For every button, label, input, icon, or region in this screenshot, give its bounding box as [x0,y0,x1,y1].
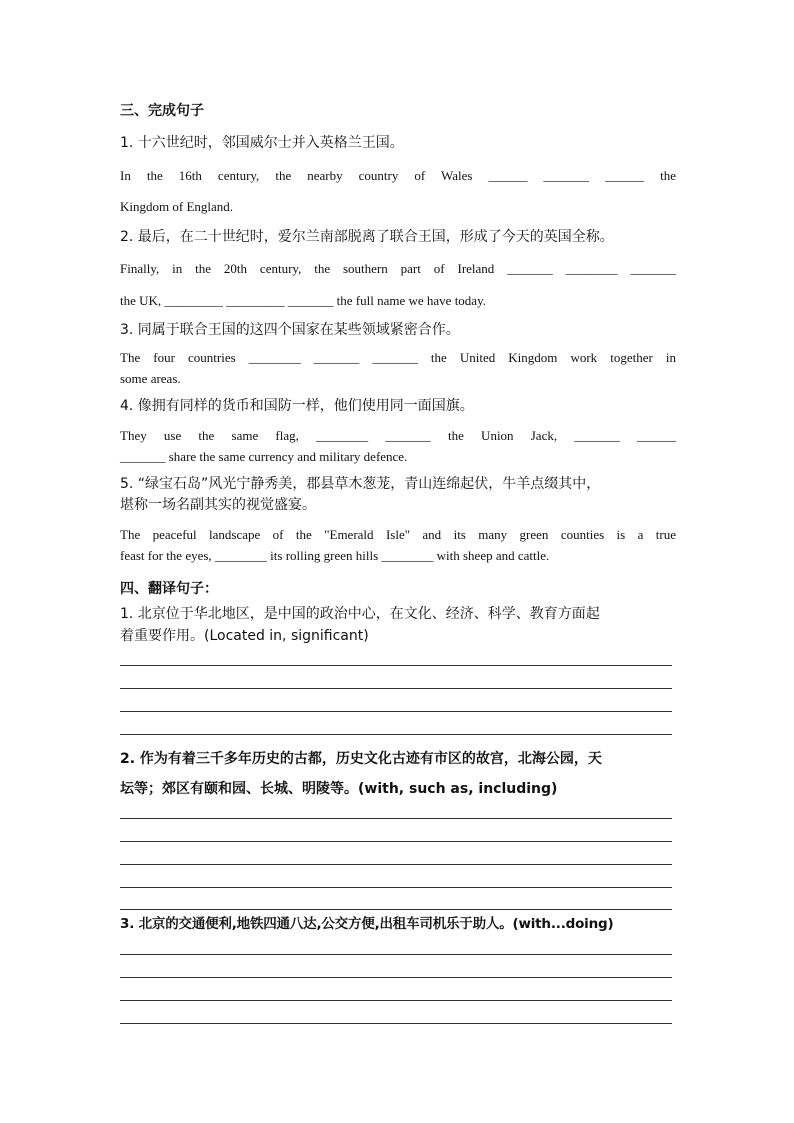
t1-prompt-line-2: 着重要作用。(Located in, significant) [120,628,369,644]
answer-line [120,887,672,888]
t3-prompt: 3. 北京的交通便利,地铁四通八达,公交方便,出租车司机乐于助人。(with...doing) [120,916,614,932]
answer-line [120,1000,672,1001]
q4-english-line-2: _______ share the same currency and military defence. [120,449,408,464]
answer-line [120,841,672,842]
section-4-title: 四、翻译句子： [120,581,218,597]
q1-english-line-2: Kingdom of England. [120,199,234,214]
q2-english-line-2: the UK, _________ _________ _______ the full name we have today. [120,293,486,308]
answer-line [120,909,672,910]
answer-line [120,954,672,955]
q4-chinese: 4. 像拥有同样的货币和国防一样，他们使用同一面国旗。 [120,398,474,414]
q5-chinese-line-1: 5. “绿宝石岛”风光宁静秀美，郡县草木葱茏，青山连绵起伏，牛羊点缀其中， [120,476,601,492]
answer-line [120,864,672,865]
q3-english-line-2: some areas. [120,371,181,386]
q5-english-line-2: feast for the eyes, ________ its rolling green hills ________ with sheep and cattle. [120,548,550,563]
q3-english-line-1: The four countries ________ _______ _______ the United Kingdom work together in [120,350,676,365]
q2-chinese: 2. 最后，在二十世纪时，爱尔兰南部脱离了联合王国，形成了今天的英国全称。 [120,229,614,245]
answer-line [120,977,672,978]
q1-english-line-1: In the 16th century, the nearby country of Wales ______ _______ ______ the [120,168,676,183]
t1-prompt-line-1: 1. 北京位于华北地区，是中国的政治中心，在文化、经济、科学、教育方面起 [120,606,600,622]
q5-chinese-line-2: 堪称一场名副其实的视觉盛宴。 [120,497,316,513]
t2-prompt-line-2: 坛等；郊区有颐和园、长城、明陵等。(with, such as, including) [120,781,558,797]
answer-line [120,711,672,712]
q3-chinese: 3. 同属于联合王国的这四个国家在某些领域紧密合作。 [120,322,460,338]
section-3-title: 三、完成句子 [120,103,204,119]
answer-line [120,734,672,735]
q2-english-line-1: Finally, in the 20th century, the southern part of Ireland _______ ________ _______ [120,261,676,276]
answer-line [120,1023,672,1024]
answer-line [120,818,672,819]
answer-line [120,688,672,689]
q4-english-line-1: They use the same flag, ________ _______ the Union Jack, _______ ______ [120,428,676,443]
q1-chinese: 1. 十六世纪时，邻国威尔士并入英格兰王国。 [120,135,404,151]
t2-prompt-line-1: 2. 作为有着三千多年历史的古都，历史文化古迹有市区的故宫，北海公园，天 [120,751,602,767]
q5-english-line-1: The peaceful landscape of the "Emerald Isle" and its many green counties is a true [120,527,676,542]
answer-line [120,665,672,666]
